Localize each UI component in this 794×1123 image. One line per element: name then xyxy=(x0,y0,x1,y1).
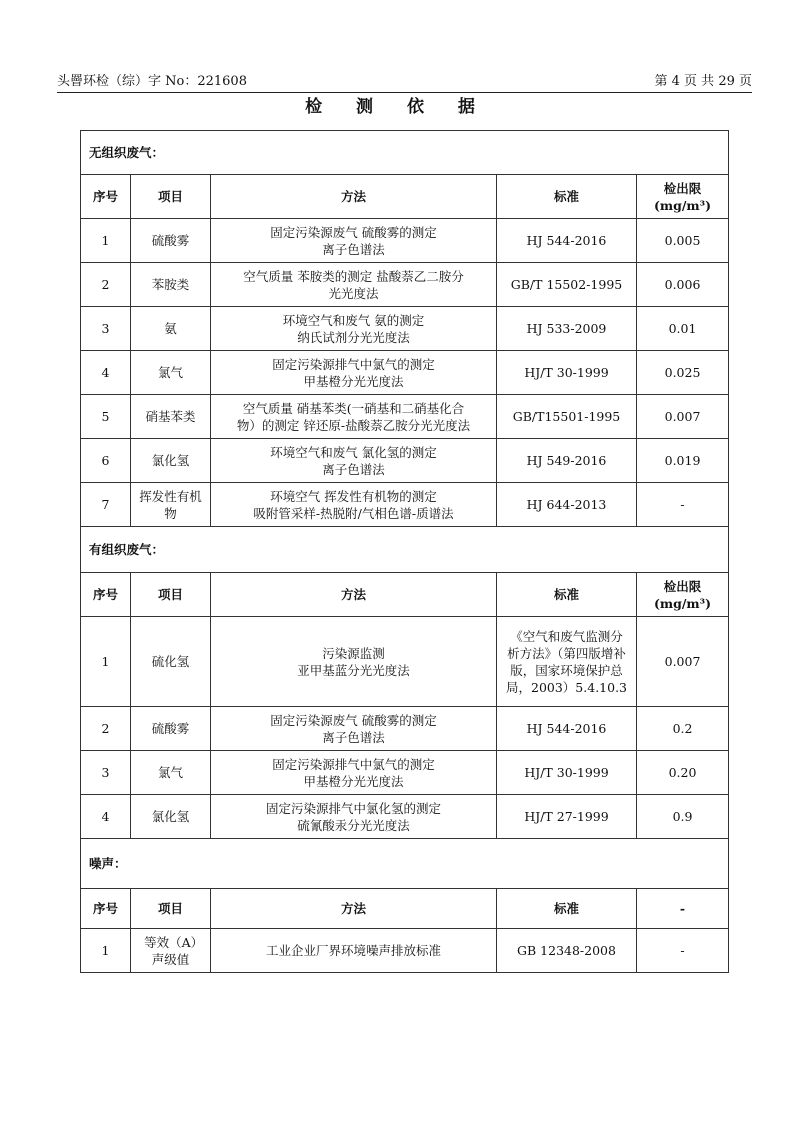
section-header xyxy=(81,839,729,889)
row-no: 3 xyxy=(81,751,131,795)
table-row xyxy=(81,439,729,483)
table-row xyxy=(81,795,729,839)
page-number: 第 4 页 共 29 页 xyxy=(654,74,752,89)
row-no: 2 xyxy=(81,263,131,307)
row-item: 硫酸雾 xyxy=(131,219,211,263)
row-item: 硫酸雾 xyxy=(131,707,211,751)
row-method: 空气质量 硝基苯类(一硝基和二硝基化合 物）的测定 锌还原-盐酸萘乙胺分光光度法 xyxy=(211,395,497,439)
page-header xyxy=(57,70,752,93)
row-limit: - xyxy=(637,483,729,527)
row-no: 3 xyxy=(81,307,131,351)
row-limit: 0.20 xyxy=(637,751,729,795)
row-item: 氯气 xyxy=(131,351,211,395)
row-standard: HJ/T 27-1999 xyxy=(497,795,637,839)
basis-table xyxy=(80,130,729,973)
table-row xyxy=(81,395,729,439)
section-title: 有组织废气： xyxy=(81,527,729,573)
row-item: 硝基苯类 xyxy=(131,395,211,439)
section-title: 无组织废气： xyxy=(81,131,729,175)
row-item: 氯化氢 xyxy=(131,795,211,839)
row-no: 5 xyxy=(81,395,131,439)
row-standard: HJ 544-2016 xyxy=(497,707,637,751)
row-no: 1 xyxy=(81,929,131,973)
row-limit: 0.019 xyxy=(637,439,729,483)
row-standard: 《空气和废气监测分析方法》（第四版增补版，国家环境保护总局，2003）5.4.10.3 xyxy=(497,617,637,707)
table-row xyxy=(81,929,729,973)
col-method: 方法 xyxy=(211,175,497,219)
table-row xyxy=(81,219,729,263)
section-header xyxy=(81,131,729,175)
row-item: 氯化氢 xyxy=(131,439,211,483)
section-title: 噪声： xyxy=(81,839,729,889)
row-no: 6 xyxy=(81,439,131,483)
row-method: 空气质量 苯胺类的测定 盐酸萘乙二胺分 光光度法 xyxy=(211,263,497,307)
row-limit: 0.007 xyxy=(637,395,729,439)
row-limit: - xyxy=(637,929,729,973)
row-limit: 0.2 xyxy=(637,707,729,751)
row-standard: HJ 549-2016 xyxy=(497,439,637,483)
table-row xyxy=(81,751,729,795)
row-limit: 0.007 xyxy=(637,617,729,707)
row-method: 固定污染源排气中氯气的测定 甲基橙分光光度法 xyxy=(211,751,497,795)
col-no: 序号 xyxy=(81,573,131,617)
col-no: 序号 xyxy=(81,175,131,219)
row-limit: 0.006 xyxy=(637,263,729,307)
row-standard: GB/T 15502-1995 xyxy=(497,263,637,307)
row-no: 4 xyxy=(81,351,131,395)
row-standard: GB 12348-2008 xyxy=(497,929,637,973)
col-standard: 标准 xyxy=(497,175,637,219)
col-limit: - xyxy=(637,889,729,929)
row-limit: 0.025 xyxy=(637,351,729,395)
row-item: 硫化氢 xyxy=(131,617,211,707)
table-row xyxy=(81,707,729,751)
row-no: 2 xyxy=(81,707,131,751)
row-limit: 0.005 xyxy=(637,219,729,263)
row-limit: 0.9 xyxy=(637,795,729,839)
col-no: 序号 xyxy=(81,889,131,929)
row-method: 环境空气和废气 氯化氢的测定 离子色谱法 xyxy=(211,439,497,483)
row-standard: HJ 644-2013 xyxy=(497,483,637,527)
row-method: 固定污染源废气 硫酸雾的测定 离子色谱法 xyxy=(211,707,497,751)
row-method: 污染源监测 亚甲基蓝分光光度法 xyxy=(211,617,497,707)
row-method: 环境空气 挥发性有机物的测定 吸附管采样-热脱附/气相色谱-质谱法 xyxy=(211,483,497,527)
table-row xyxy=(81,617,729,707)
row-item: 苯胺类 xyxy=(131,263,211,307)
col-limit: 检出限 (mg/m³) xyxy=(637,573,729,617)
row-method: 工业企业厂界环境噪声排放标准 xyxy=(211,929,497,973)
row-no: 1 xyxy=(81,617,131,707)
row-no: 1 xyxy=(81,219,131,263)
col-method: 方法 xyxy=(211,573,497,617)
report-number: 头罾环检（综）字 No：221608 xyxy=(57,74,247,89)
table-row xyxy=(81,263,729,307)
col-method: 方法 xyxy=(211,889,497,929)
table-row xyxy=(81,483,729,527)
col-item: 项目 xyxy=(131,889,211,929)
row-no: 7 xyxy=(81,483,131,527)
row-standard: HJ/T 30-1999 xyxy=(497,351,637,395)
row-item: 等效（A）声级值 xyxy=(131,929,211,973)
col-item: 项目 xyxy=(131,175,211,219)
col-standard: 标准 xyxy=(497,573,637,617)
row-standard: GB/T15501-1995 xyxy=(497,395,637,439)
col-standard: 标准 xyxy=(497,889,637,929)
col-limit: 检出限 (mg/m³) xyxy=(637,175,729,219)
page-title: 检 测 依 据 xyxy=(305,97,489,117)
column-header-row xyxy=(81,573,729,617)
row-item: 挥发性有机物 xyxy=(131,483,211,527)
row-standard: HJ/T 30-1999 xyxy=(497,751,637,795)
row-item: 氨 xyxy=(131,307,211,351)
row-method: 环境空气和废气 氨的测定 纳氏试剂分光光度法 xyxy=(211,307,497,351)
row-no: 4 xyxy=(81,795,131,839)
row-method: 固定污染源排气中氯气的测定 甲基橙分光光度法 xyxy=(211,351,497,395)
column-header-row xyxy=(81,175,729,219)
row-item: 氯气 xyxy=(131,751,211,795)
section-header xyxy=(81,527,729,573)
row-standard: HJ 533-2009 xyxy=(497,307,637,351)
col-item: 项目 xyxy=(131,573,211,617)
row-method: 固定污染源排气中氯化氢的测定 硫氰酸汞分光光度法 xyxy=(211,795,497,839)
column-header-row xyxy=(81,889,729,929)
row-method: 固定污染源废气 硫酸雾的测定 离子色谱法 xyxy=(211,219,497,263)
table-row xyxy=(81,351,729,395)
row-limit: 0.01 xyxy=(637,307,729,351)
table-row xyxy=(81,307,729,351)
row-standard: HJ 544-2016 xyxy=(497,219,637,263)
